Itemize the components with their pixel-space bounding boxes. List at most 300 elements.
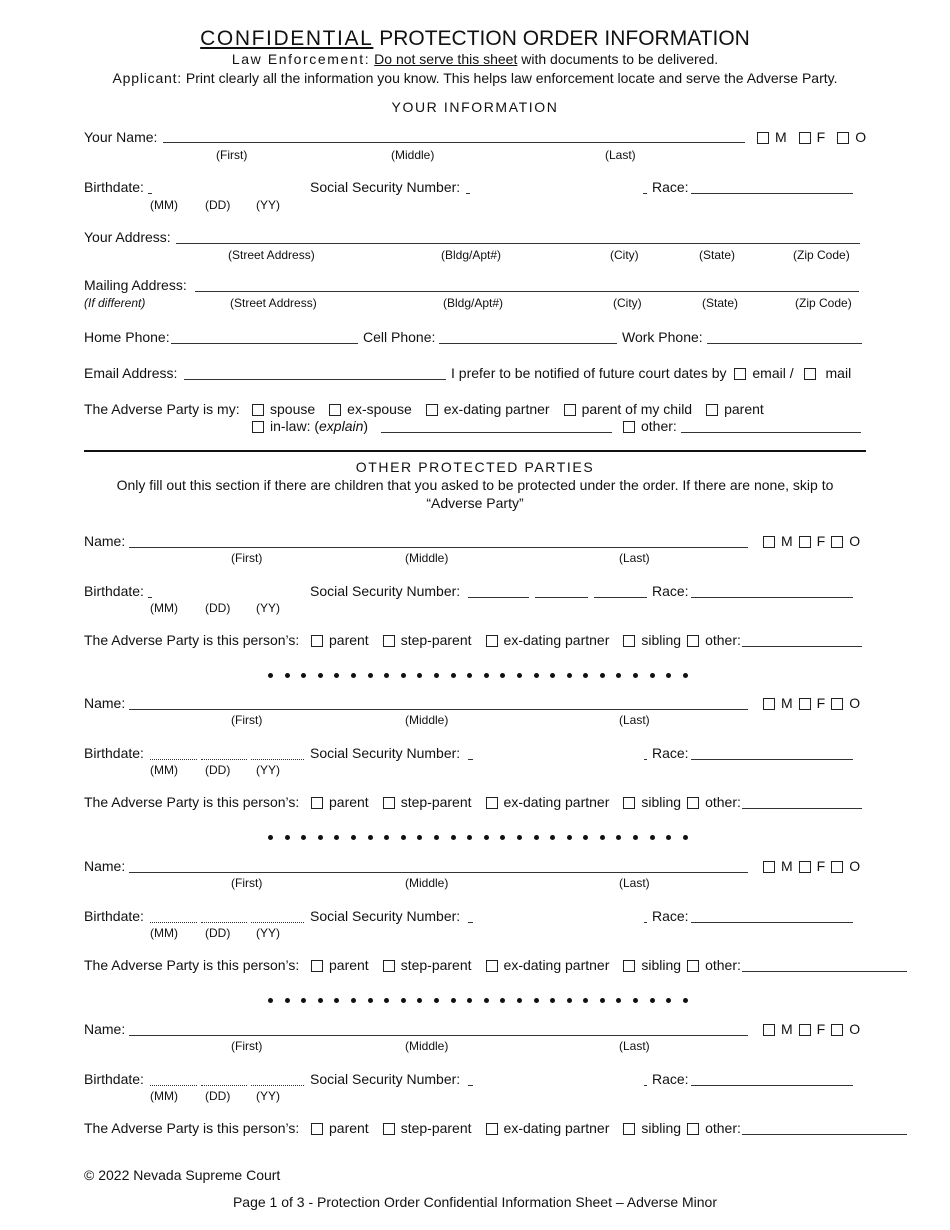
- separator-dot: [600, 998, 605, 1003]
- protected-name-label: Name:: [84, 533, 126, 549]
- checkbox-icon[interactable]: [831, 861, 843, 873]
- separator-dot: [268, 998, 273, 1003]
- dd-caption: (DD): [205, 601, 231, 615]
- protected-race-label: Race:: [652, 583, 689, 599]
- separator-dot: [318, 835, 323, 840]
- option-label: parent of my child: [581, 401, 693, 417]
- gender-m-option[interactable]: [763, 695, 793, 711]
- gender-f-option[interactable]: [799, 695, 826, 711]
- relation-label: The Adverse Party is this person’s:: [84, 1120, 300, 1136]
- separator-dot: [666, 998, 671, 1003]
- mailing-address-input[interactable]: [195, 291, 859, 292]
- separator-dot: [451, 835, 456, 840]
- separator-dot: [268, 673, 273, 678]
- first-caption: (First): [231, 713, 263, 727]
- gender-m-option[interactable]: [757, 129, 787, 145]
- ssn-input[interactable]: [466, 193, 470, 194]
- separator-dot: [368, 673, 373, 678]
- protected-birthdate-yy[interactable]: [251, 1085, 304, 1086]
- checkbox-icon[interactable]: [311, 635, 323, 647]
- separator-dot: [650, 998, 655, 1003]
- separator-dot: [616, 998, 621, 1003]
- separator-dot: [451, 673, 456, 678]
- other-input[interactable]: [681, 432, 861, 433]
- separator-dot: [683, 673, 688, 678]
- checkbox-icon[interactable]: [763, 698, 775, 710]
- checkbox-icon[interactable]: [623, 421, 635, 433]
- protected-race-input[interactable]: [691, 759, 853, 760]
- relation-other-input[interactable]: [742, 646, 862, 647]
- protected-ssn-input[interactable]: [468, 597, 529, 598]
- checkbox-icon[interactable]: [763, 1024, 775, 1036]
- protected-ssn-input-end: [644, 759, 647, 760]
- relation-step-parent[interactable]: [383, 1120, 472, 1136]
- in-law-label: in-law: (: [270, 418, 320, 434]
- middle-caption: (Middle): [391, 148, 435, 162]
- relation-sibling[interactable]: [623, 632, 681, 648]
- separator-dot: [616, 673, 621, 678]
- option-parent-of-my-child[interactable]: [564, 401, 693, 417]
- option-label: O: [849, 695, 861, 711]
- protected-birthdate-dd[interactable]: [201, 1085, 247, 1086]
- checkbox-icon[interactable]: [687, 797, 699, 809]
- checkbox-icon[interactable]: [799, 698, 811, 710]
- relation-sibling[interactable]: [623, 957, 681, 973]
- work-phone-label: Work Phone:: [622, 329, 703, 345]
- protected-ssn-input-2[interactable]: [535, 597, 588, 598]
- separator-dot: [318, 998, 323, 1003]
- option-ex-dating-partner[interactable]: [426, 401, 550, 417]
- relation-parent[interactable]: [311, 794, 369, 810]
- separator-dot: [633, 998, 638, 1003]
- bldg-caption: (Bldg/Apt#): [443, 296, 504, 310]
- first-caption: (First): [216, 148, 248, 162]
- gender-o-option[interactable]: [831, 858, 860, 874]
- option-label: parent: [329, 957, 369, 973]
- your-address-label: Your Address:: [84, 229, 171, 245]
- applicant-label: Applicant:: [112, 70, 182, 86]
- gender-o-option[interactable]: [831, 533, 860, 549]
- checkbox-icon[interactable]: [383, 635, 395, 647]
- checkbox-icon[interactable]: [687, 1123, 699, 1135]
- separator-dot: [351, 673, 356, 678]
- home-phone-input[interactable]: [171, 343, 358, 344]
- cell-phone-input[interactable]: [439, 343, 617, 344]
- relation-ex-dating-partner[interactable]: [486, 632, 610, 648]
- checkbox-icon[interactable]: [486, 960, 498, 972]
- checkbox-icon[interactable]: [623, 635, 635, 647]
- protected-ssn-input[interactable]: [468, 1085, 473, 1086]
- separator-dot: [517, 835, 522, 840]
- separator-dot: [467, 998, 472, 1003]
- separator-dot: [550, 673, 555, 678]
- separator-dot: [650, 835, 655, 840]
- option-in-law[interactable]: [252, 418, 368, 434]
- section-divider: [84, 450, 866, 452]
- checkbox-icon[interactable]: [837, 132, 849, 144]
- mm-caption: (MM): [150, 926, 178, 940]
- checkbox-icon[interactable]: [311, 797, 323, 809]
- gender-o-option[interactable]: [831, 1021, 860, 1037]
- checkbox-icon[interactable]: [757, 132, 769, 144]
- checkbox-icon[interactable]: [799, 132, 811, 144]
- protected-race-input[interactable]: [691, 922, 853, 923]
- protected-name-input[interactable]: [129, 872, 748, 873]
- protected-ssn-input[interactable]: [468, 759, 473, 760]
- separator-dot: [334, 998, 339, 1003]
- ssn-input-end: [643, 193, 647, 194]
- separator-dot: [467, 835, 472, 840]
- protected-ssn-label: Social Security Number:: [310, 745, 461, 761]
- notify-email-label: email /: [752, 365, 794, 381]
- checkbox-icon[interactable]: [252, 421, 264, 433]
- protected-birthdate-yy[interactable]: [251, 759, 304, 760]
- relation-other[interactable]: [687, 794, 741, 810]
- checkbox-icon[interactable]: [734, 368, 746, 380]
- checkbox-icon[interactable]: [763, 536, 775, 548]
- option-spouse[interactable]: [252, 401, 315, 417]
- gender-f-option[interactable]: [799, 129, 826, 145]
- protected-birthdate-input[interactable]: [148, 597, 152, 598]
- separator-dot: [534, 673, 539, 678]
- separator-dot: [301, 673, 306, 678]
- checkbox-icon[interactable]: [799, 1024, 811, 1036]
- checkbox-icon[interactable]: [831, 1024, 843, 1036]
- protected-ssn-label: Social Security Number:: [310, 583, 461, 599]
- separator-dot: [534, 835, 539, 840]
- separator-dot: [351, 998, 356, 1003]
- dd-caption: (DD): [205, 926, 231, 940]
- protected-gender-options: [763, 1021, 860, 1037]
- option-label: F: [816, 695, 826, 711]
- protected-name-input[interactable]: [129, 547, 748, 548]
- option-label: step-parent: [400, 1120, 472, 1136]
- relation-label: The Adverse Party is this person’s:: [84, 794, 300, 810]
- option-label: M: [781, 1021, 793, 1037]
- checkbox-icon[interactable]: [383, 797, 395, 809]
- gender-m-option[interactable]: [763, 533, 793, 549]
- protected-gender-options: [763, 858, 860, 874]
- birthdate-input[interactable]: [148, 193, 152, 194]
- relation-options: [311, 794, 741, 810]
- option-label: parent: [329, 794, 369, 810]
- checkbox-icon[interactable]: [383, 960, 395, 972]
- separator-dot: [517, 673, 522, 678]
- page-footer: Page 1 of 3 - Protection Order Confidential Information Sheet – Adverse Minor: [232, 1194, 718, 1210]
- separator-dot: [534, 998, 539, 1003]
- city-caption: (City): [610, 248, 639, 262]
- separator-dot: [434, 998, 439, 1003]
- home-phone-label: Home Phone:: [84, 329, 170, 345]
- protected-birthdate-mm[interactable]: [150, 759, 197, 760]
- checkbox-icon[interactable]: [486, 635, 498, 647]
- separator-dot: [683, 998, 688, 1003]
- party-separator: [268, 829, 688, 839]
- form-title: [0, 27, 950, 51]
- le-label: Law Enforcement:: [231, 51, 371, 67]
- protected-ssn-input-3[interactable]: [594, 597, 647, 598]
- yy-caption: (YY): [256, 1089, 280, 1103]
- separator-dot: [683, 835, 688, 840]
- relation-other-input[interactable]: [742, 1134, 907, 1135]
- option-label: M: [775, 129, 787, 145]
- work-phone-input[interactable]: [707, 343, 862, 344]
- relation-other[interactable]: [687, 957, 741, 973]
- protected-ssn-input-end: [644, 1085, 647, 1086]
- option-label: ex-dating partner: [503, 794, 610, 810]
- relation-other-input[interactable]: [742, 808, 862, 809]
- yy-caption: (YY): [256, 601, 280, 615]
- separator-dot: [500, 673, 505, 678]
- middle-caption: (Middle): [405, 876, 449, 890]
- in-law-explain-input[interactable]: [381, 432, 612, 433]
- email-label: Email Address:: [84, 365, 178, 381]
- email-input[interactable]: [184, 379, 446, 380]
- your-name-input[interactable]: [163, 142, 745, 143]
- relation-step-parent[interactable]: [383, 632, 472, 648]
- checkbox-icon[interactable]: [804, 368, 816, 380]
- separator-dot: [550, 835, 555, 840]
- mm-caption: (MM): [150, 601, 178, 615]
- relation-other-input[interactable]: [742, 971, 907, 972]
- party-separator: [268, 992, 688, 1002]
- option-label: M: [781, 858, 793, 874]
- last-caption: (Last): [619, 876, 650, 890]
- separator-dot: [517, 998, 522, 1003]
- yy-caption: (YY): [256, 198, 280, 212]
- protected-name-input[interactable]: [129, 1035, 748, 1036]
- adverse-party-label: The Adverse Party is my:: [84, 401, 240, 417]
- option-label: O: [849, 1021, 861, 1037]
- protected-race-input[interactable]: [691, 1085, 853, 1086]
- relation-sibling[interactable]: [623, 794, 681, 810]
- protected-race-label: Race:: [652, 908, 689, 924]
- separator-dot: [434, 835, 439, 840]
- gender-o-option[interactable]: [831, 695, 860, 711]
- protected-race-label: Race:: [652, 1071, 689, 1087]
- le-warning: Do not serve this sheet: [374, 51, 518, 67]
- ssn-label: Social Security Number:: [310, 179, 461, 195]
- separator-dot: [301, 998, 306, 1003]
- option-label: sibling: [641, 632, 682, 648]
- option-label: ex-dating partner: [503, 632, 610, 648]
- your-gender-options: [757, 129, 866, 145]
- protected-birthdate-label: Birthdate:: [84, 908, 144, 924]
- relation-other[interactable]: [687, 1120, 741, 1136]
- checkbox-icon[interactable]: [799, 536, 811, 548]
- explain-label: explain: [319, 418, 364, 434]
- option-label: parent: [724, 401, 764, 417]
- gender-f-option[interactable]: [799, 858, 826, 874]
- separator-dot: [600, 835, 605, 840]
- checkbox-icon[interactable]: [623, 960, 635, 972]
- protected-ssn-label: Social Security Number:: [310, 1071, 461, 1087]
- first-caption: (First): [231, 551, 263, 565]
- checkbox-icon[interactable]: [252, 404, 264, 416]
- state-caption: (State): [702, 296, 739, 310]
- middle-caption: (Middle): [405, 713, 449, 727]
- protected-intro-2: “Adverse Party”: [426, 495, 524, 511]
- in-law-close: ): [363, 418, 369, 434]
- option-label: parent: [329, 1120, 369, 1136]
- separator-dot: [467, 673, 472, 678]
- gender-f-option[interactable]: [799, 1021, 826, 1037]
- gender-f-option[interactable]: [799, 533, 826, 549]
- separator-dot: [417, 835, 422, 840]
- option-label: ex-dating partner: [503, 1120, 610, 1136]
- last-caption: (Last): [619, 551, 650, 565]
- checkbox-icon[interactable]: [311, 960, 323, 972]
- relation-ex-dating-partner[interactable]: [486, 794, 610, 810]
- separator-dot: [500, 998, 505, 1003]
- option-parent[interactable]: [706, 401, 764, 417]
- relation-parent[interactable]: [311, 1120, 369, 1136]
- checkbox-icon[interactable]: [383, 1123, 395, 1135]
- notify-mail-label: mail: [825, 365, 852, 381]
- relation-parent[interactable]: [311, 632, 369, 648]
- protected-birthdate-dd[interactable]: [201, 759, 247, 760]
- option-label: step-parent: [400, 632, 472, 648]
- separator-dot: [484, 673, 489, 678]
- option-label: ex-dating partner: [443, 401, 550, 417]
- protected-gender-options: [763, 533, 860, 549]
- race-label: Race:: [652, 179, 689, 195]
- separator-dot: [401, 998, 406, 1003]
- separator-dot: [334, 835, 339, 840]
- relation-ex-dating-partner[interactable]: [486, 1120, 610, 1136]
- other-label: other:: [641, 418, 677, 434]
- separator-dot: [583, 998, 588, 1003]
- race-input[interactable]: [691, 193, 853, 194]
- separator-dot: [384, 998, 389, 1003]
- mm-caption: (MM): [150, 763, 178, 777]
- relation-ex-dating-partner[interactable]: [486, 957, 610, 973]
- gender-o-option[interactable]: [837, 129, 866, 145]
- gender-m-option[interactable]: [763, 1021, 793, 1037]
- city-caption: (City): [613, 296, 642, 310]
- protected-birthdate-label: Birthdate:: [84, 745, 144, 761]
- zip-caption: (Zip Code): [795, 296, 852, 310]
- relation-step-parent[interactable]: [383, 794, 472, 810]
- protected-name-label: Name:: [84, 1021, 126, 1037]
- separator-dot: [484, 835, 489, 840]
- protected-birthdate-yy[interactable]: [251, 922, 304, 923]
- checkbox-icon[interactable]: [486, 797, 498, 809]
- dd-caption: (DD): [205, 763, 231, 777]
- separator-dot: [417, 998, 422, 1003]
- other-protected-heading: OTHER PROTECTED PARTIES: [355, 459, 595, 475]
- checkbox-icon[interactable]: [564, 404, 576, 416]
- law-enforcement-note: [0, 51, 950, 67]
- relation-sibling[interactable]: [623, 1120, 681, 1136]
- mm-caption: (MM): [150, 1089, 178, 1103]
- separator-dot: [301, 835, 306, 840]
- option-label: F: [816, 1021, 826, 1037]
- checkbox-icon[interactable]: [831, 536, 843, 548]
- separator-dot: [666, 673, 671, 678]
- protected-birthdate-label: Birthdate:: [84, 1071, 144, 1087]
- last-caption: (Last): [619, 713, 650, 727]
- relation-label: The Adverse Party is this person’s:: [84, 632, 300, 648]
- checkbox-icon[interactable]: [623, 1123, 635, 1135]
- relation-other[interactable]: [687, 632, 741, 648]
- option-label: sibling: [641, 957, 682, 973]
- party-separator: [268, 667, 688, 677]
- relation-parent[interactable]: [311, 957, 369, 973]
- checkbox-icon[interactable]: [831, 698, 843, 710]
- option-other[interactable]: [623, 418, 677, 434]
- separator-dot: [268, 835, 273, 840]
- separator-dot: [633, 673, 638, 678]
- option-label: O: [849, 533, 861, 549]
- checkbox-icon[interactable]: [687, 960, 699, 972]
- yy-caption: (YY): [256, 926, 280, 940]
- option-label: M: [781, 695, 793, 711]
- separator-dot: [500, 835, 505, 840]
- protected-intro: Only fill out this section if there are children that you asked to be protected under the order. If there are none, skip to: [116, 477, 834, 493]
- separator-dot: [633, 835, 638, 840]
- protected-birthdate-mm[interactable]: [150, 1085, 197, 1086]
- option-label: other:: [705, 632, 741, 648]
- checkbox-icon[interactable]: [426, 404, 438, 416]
- birthdate-label: Birthdate:: [84, 179, 144, 195]
- option-label: O: [855, 129, 867, 145]
- protected-race-input[interactable]: [691, 597, 853, 598]
- option-label: M: [781, 533, 793, 549]
- separator-dot: [351, 835, 356, 840]
- notify-preference: [451, 365, 851, 381]
- separator-dot: [384, 835, 389, 840]
- your-address-input[interactable]: [176, 243, 860, 244]
- protected-ssn-label: Social Security Number:: [310, 908, 461, 924]
- protected-birthdate-dd[interactable]: [201, 922, 247, 923]
- checkbox-icon[interactable]: [799, 861, 811, 873]
- protected-ssn-input[interactable]: [468, 922, 473, 923]
- checkbox-icon[interactable]: [687, 635, 699, 647]
- checkbox-icon[interactable]: [486, 1123, 498, 1135]
- checkbox-icon[interactable]: [329, 404, 341, 416]
- option-label: parent: [329, 632, 369, 648]
- confidential-label: CONFIDENTIAL: [200, 27, 374, 50]
- mailing-address-label: Mailing Address:: [84, 277, 187, 293]
- street-caption: (Street Address): [228, 248, 315, 262]
- option-label: ex-dating partner: [503, 957, 610, 973]
- relation-options: [311, 632, 741, 648]
- separator-dot: [401, 673, 406, 678]
- checkbox-icon[interactable]: [311, 1123, 323, 1135]
- checkbox-icon[interactable]: [706, 404, 718, 416]
- your-information-heading: YOUR INFORMATION: [391, 99, 559, 115]
- protected-birthdate-mm[interactable]: [150, 922, 197, 923]
- checkbox-icon[interactable]: [623, 797, 635, 809]
- checkbox-icon[interactable]: [763, 861, 775, 873]
- option-label: O: [849, 858, 861, 874]
- separator-dot: [616, 835, 621, 840]
- option-ex-spouse[interactable]: [329, 401, 412, 417]
- protected-name-input[interactable]: [129, 709, 748, 710]
- option-label: ex-spouse: [347, 401, 412, 417]
- middle-caption: (Middle): [405, 551, 449, 565]
- option-label: sibling: [641, 1120, 682, 1136]
- relation-step-parent[interactable]: [383, 957, 472, 973]
- street-caption: (Street Address): [230, 296, 317, 310]
- gender-m-option[interactable]: [763, 858, 793, 874]
- separator-dot: [583, 835, 588, 840]
- protected-name-label: Name:: [84, 858, 126, 874]
- separator-dot: [318, 673, 323, 678]
- last-caption: (Last): [619, 1039, 650, 1053]
- if-different-note: (If different): [84, 296, 146, 310]
